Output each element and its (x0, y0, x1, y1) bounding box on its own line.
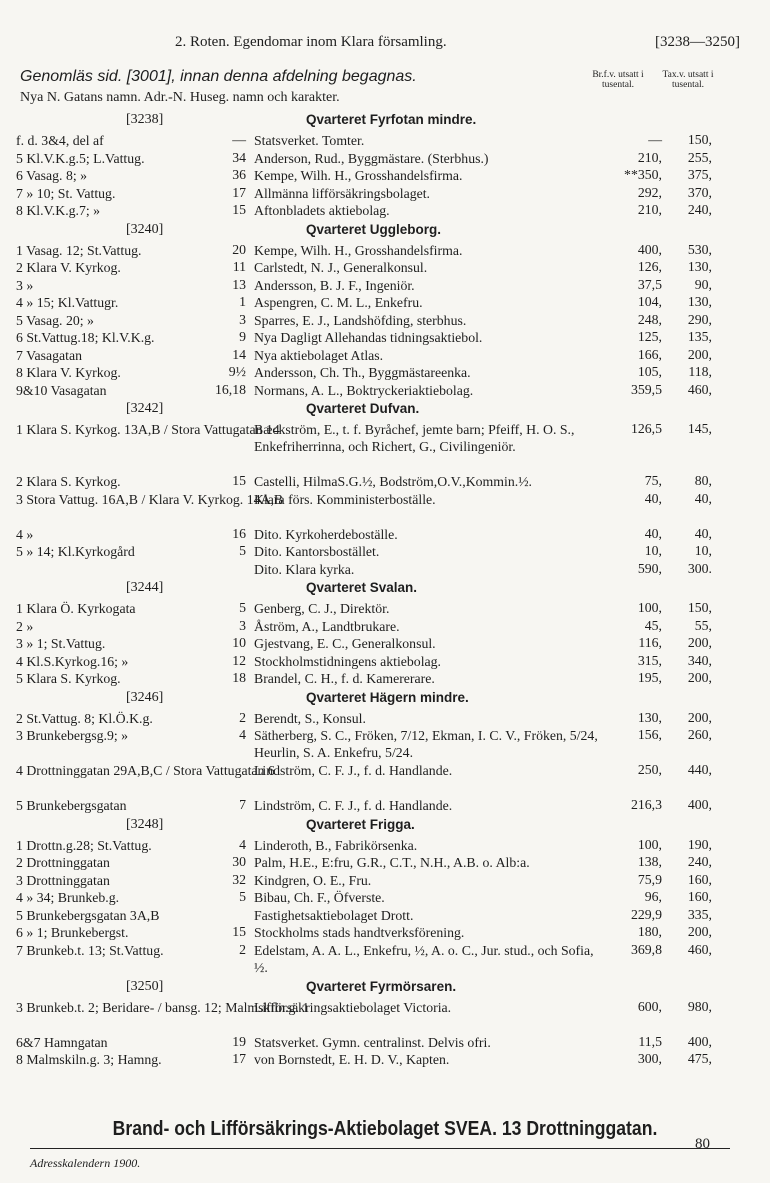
value-brandforsakring: 180, (637, 924, 662, 939)
value-brandforsakring: 210, (637, 149, 662, 165)
value-brandforsakring: 590, (637, 560, 662, 576)
address-number: 4 (239, 727, 246, 742)
property-row (16, 907, 756, 925)
value-taxering: 40, (694, 490, 712, 506)
address: 5 » 14; Kl.Kyrkogård 5 (16, 543, 246, 559)
owner: von Bornstedt, E. H. D. V., Kapten. (254, 1052, 450, 1067)
value-brandforsakring: 166, (637, 346, 662, 362)
value-taxering: 200, (687, 924, 712, 939)
address-number: 10 (232, 635, 246, 650)
value-brandforsakring: 10, (644, 543, 662, 558)
value-taxering: 40, (694, 525, 712, 541)
value-brandforsakring: 126, (637, 259, 662, 274)
value-brandforsakring: 37,5 (637, 276, 662, 292)
quarter-number: [3240] (126, 221, 164, 237)
address: 8 Kl.V.K.g.7; » 15 (16, 202, 246, 218)
address: 8 Klara V. Kyrkog. 9½ (16, 364, 246, 380)
value-taxering: 190, (687, 836, 712, 852)
property-row (16, 837, 756, 855)
property-row (16, 543, 756, 561)
address: 4 » 15; Kl.Vattugr. 1 (16, 294, 246, 310)
quarter-number: [3246] (126, 689, 164, 705)
value-brandforsakring: 369,8 (630, 941, 662, 957)
address-number: 3 (239, 311, 246, 327)
address: 5 Brunkebergsgatan 7 (16, 797, 246, 813)
value-brandforsakring: 216,3 (630, 797, 662, 812)
value-taxering: 200, (687, 346, 712, 362)
owner: Lindström, C. F. J., f. d. Handlande. (254, 798, 453, 813)
owner: Gjestvang, E. C., Generalkonsul. (254, 636, 436, 651)
value-taxering: 130, (687, 294, 712, 309)
quarter-number: [3244] (126, 580, 164, 595)
address-number: 9½ (228, 364, 246, 379)
section-heading (16, 399, 756, 421)
col-head-brandforsakring: Br.f.v. utsatt i tusental. (592, 70, 644, 90)
address-number: — (232, 132, 246, 147)
value-taxering: 260, (687, 727, 712, 742)
quarter-title: Qvarteret Uggleborg. (306, 221, 442, 237)
column-headings: Nya N. Gatans namn. Adr.-N. Huseg. namn och karakter. (20, 90, 340, 105)
address: 4 » 16 (16, 525, 246, 542)
property-row (16, 167, 756, 185)
owner: Kempe, Wilh. H., Grosshandelsfirma. (254, 242, 463, 258)
address-number: 9 (239, 329, 246, 344)
value-brandforsakring: 105, (637, 364, 662, 379)
property-row (16, 491, 756, 526)
value-brandforsakring: 250, (637, 762, 662, 777)
owner: Lifförsäkringsaktiebolaget Victoria. (254, 999, 452, 1015)
property-row (16, 329, 756, 347)
property-row (16, 797, 756, 815)
property-row (16, 242, 756, 260)
property-row (16, 364, 756, 382)
owner: Dito. Kantorsbostället. (254, 544, 380, 559)
section-heading (16, 977, 756, 999)
address: 7 » 10; St. Vattug. 17 (16, 184, 246, 201)
page-number: 80 (695, 1136, 710, 1152)
value-taxering: 118, (688, 364, 712, 379)
property-row (16, 1034, 756, 1052)
property-row (16, 600, 756, 618)
address-number: 30 (232, 854, 246, 869)
address-number: 3 (239, 617, 246, 633)
value-brandforsakring: 195, (637, 670, 662, 685)
section-heading (16, 688, 756, 710)
owner: Dito. Klara kyrka. (254, 561, 355, 577)
value-brandforsakring: 116, (638, 635, 662, 650)
value-taxering: 240, (687, 202, 712, 217)
section-heading (16, 110, 756, 132)
owner: Bibau, Ch. F., Öfverste. (254, 890, 385, 905)
address-number: 2 (239, 941, 246, 957)
property-row (16, 312, 756, 330)
address-number: 5 (239, 600, 246, 615)
value-brandforsakring: 40, (644, 525, 662, 541)
address: 5 Vasag. 20; » 3 (16, 311, 246, 328)
owner: Dito. Kyrkoherdeboställe. (254, 526, 398, 542)
address: 3 » 13 (16, 276, 246, 293)
value-brandforsakring: 96, (644, 889, 662, 904)
address-number: 32 (232, 871, 246, 887)
owner: Sparres, E. J., Landshöfding, sterbhus. (254, 312, 467, 328)
value-brandforsakring: 210, (637, 202, 662, 217)
value-taxering: 10, (694, 543, 712, 558)
address: 2 Drottninggatan 30 (16, 854, 246, 870)
quarter-number: [3250] (126, 978, 164, 994)
owner: Anderson, Rud., Byggmästare. (Sterbhus.) (254, 150, 489, 166)
value-brandforsakring: 315, (637, 652, 662, 668)
usage-note: Genomläs sid. [3001], innan denna afdelning begagnas. (20, 68, 417, 85)
value-taxering: 150, (687, 600, 712, 615)
owner: Aspengren, C. M. L., Enkefru. (254, 295, 423, 310)
address-number: 20 (232, 241, 246, 257)
property-row (16, 421, 756, 473)
address: 1 Drottn.g.28; St.Vattug. 4 (16, 836, 246, 853)
address: 3 Brunkebergsg.9; » 4 (16, 727, 246, 743)
value-taxering: 980, (687, 998, 712, 1014)
owner: Kempe, Wilh. H., Grosshandelsfirma. (254, 168, 463, 183)
address-number: 1 (239, 294, 246, 309)
property-row (16, 185, 756, 203)
address-number: 11 (232, 259, 246, 274)
address-number: 14 (232, 346, 246, 362)
quarter-title: Qvarteret Hägern mindre. (306, 689, 469, 705)
value-brandforsakring: 229,9 (630, 906, 662, 922)
address-number: 17 (232, 1051, 246, 1066)
address: 3 Brunkeb.t. 2; Beridare- / bansg. 12; Malmskiln.g. 1 (16, 999, 310, 1015)
value-taxering: 400, (687, 797, 712, 812)
address: 3 » 1; St.Vattug. 10 (16, 635, 246, 651)
value-brandforsakring: 359,5 (630, 381, 662, 397)
address: 6 St.Vattug.18; Kl.V.K.g. 9 (16, 329, 246, 345)
value-taxering: 150, (687, 132, 712, 147)
address: 5 Klara S. Kyrkog. 18 (16, 670, 246, 686)
value-taxering: 130, (687, 259, 712, 274)
owner: Stockholmstidningens aktiebolag. (254, 653, 442, 669)
property-row (16, 618, 756, 636)
address: 6 Vasag. 8; » 36 (16, 167, 246, 183)
value-brandforsakring: 104, (637, 294, 662, 309)
owner: Berendt, S., Konsul. (254, 710, 366, 726)
value-taxering: 200, (687, 670, 712, 685)
owner: Statsverket. Gymn. centralinst. Delvis ofri. (254, 1034, 491, 1050)
owner: Andersson, Ch. Th., Byggmästareenka. (254, 365, 471, 380)
address: 2 Klara V. Kyrkog. 11 (16, 259, 246, 275)
value-brandforsakring: — (648, 132, 662, 147)
address: 6 » 1; Brunkebergst. 15 (16, 924, 246, 940)
owner: Andersson, B. J. F., Ingeniör. (254, 277, 415, 293)
property-row (16, 202, 756, 220)
address: 4 Kl.S.Kyrkog.16; » 12 (16, 652, 246, 669)
address: 1 Klara Ö. Kyrkogata 5 (16, 600, 246, 616)
property-row (16, 670, 756, 688)
value-taxering: 160, (687, 889, 712, 904)
address: 6&7 Hamngatan 19 (16, 1033, 246, 1050)
value-brandforsakring: 45, (644, 617, 662, 633)
property-row (16, 924, 756, 942)
owner: Castelli, HilmaS.G.½, Bodström,O.V.,Kommin.½. (254, 474, 532, 489)
value-taxering: 530, (687, 241, 712, 257)
property-row (16, 999, 756, 1034)
quarter-title: Qvarteret Frigga. (306, 816, 415, 832)
value-taxering: 460, (687, 381, 712, 397)
quarter-title: Qvarteret Svalan. (306, 580, 418, 595)
address-number: 17 (232, 184, 246, 200)
quarter-number: [3238] (126, 112, 164, 127)
address: 5 Kl.V.K.g.5; L.Vattug. 34 (16, 149, 246, 166)
value-brandforsakring: 11,5 (638, 1033, 662, 1049)
running-header (0, 34, 770, 54)
header-range: [3238—3250] (655, 34, 740, 50)
owner: Stockholms stads handtverksförening. (254, 925, 465, 940)
value-taxering: 335, (687, 906, 712, 922)
value-taxering: 135, (687, 329, 712, 344)
value-taxering: 400, (687, 1033, 712, 1049)
quarter-number: [3242] (126, 401, 164, 416)
address: 1 Vasag. 12; St.Vattug. 20 (16, 241, 246, 258)
property-row (16, 872, 756, 890)
address-number: 16,18 (214, 381, 246, 397)
value-brandforsakring: 126,5 (630, 421, 662, 436)
value-taxering: 200, (687, 709, 712, 725)
address: 4 Drottninggatan 29A,B,C / Stora Vattugatan 6 (16, 763, 275, 778)
owner: Brandel, C. H., f. d. Kamererare. (254, 671, 435, 686)
owner: Edelstam, A. A. L., Enkefru, ½, A. o. C., Jur. stud., och Sofia, ½. (254, 942, 594, 975)
quarter-title: Qvarteret Fyrmörsaren. (306, 978, 457, 994)
address-number: 16 (232, 525, 246, 541)
quarter-number: [3248] (126, 816, 164, 832)
property-row (16, 727, 756, 762)
property-row (16, 277, 756, 295)
owner: Nya Dagligt Allehandas tidningsaktiebol. (254, 330, 483, 345)
value-taxering: 440, (687, 762, 712, 777)
value-taxering: 90, (694, 276, 712, 292)
value-brandforsakring: 292, (637, 184, 662, 200)
header-title: 2. Roten. Egendomar inom Klara församling. (175, 34, 447, 50)
value-taxering: 200, (687, 635, 712, 650)
value-taxering: 255, (687, 149, 712, 165)
property-row (16, 710, 756, 728)
value-brandforsakring: 100, (637, 600, 662, 615)
owner: Nya aktiebolaget Atlas. (254, 347, 384, 363)
value-brandforsakring: 75, (644, 473, 662, 488)
value-brandforsakring: 156, (637, 727, 662, 742)
property-row (16, 132, 756, 150)
address-number: 2 (239, 709, 246, 725)
owner: Statsverket. Tomter. (254, 133, 365, 148)
advertisement: Brand- och Lifförsäkrings-Aktiebolaget SVEA. 13 Drottninggatan. (112, 1118, 658, 1140)
property-row (16, 526, 756, 544)
value-taxering: 240, (687, 854, 712, 869)
address: 5 Brunkebergsgatan 3A,B (16, 907, 160, 923)
address-number: 15 (232, 924, 246, 939)
listing-body (16, 110, 756, 1069)
address: 8 Malmskiln.g. 3; Hamng. 17 (16, 1051, 246, 1067)
value-brandforsakring: 100, (637, 836, 662, 852)
value-brandforsakring: 125, (637, 329, 662, 344)
footer-source: Adresskalendern 1900. (30, 1156, 141, 1170)
address-number: 19 (232, 1033, 246, 1049)
property-row (16, 347, 756, 365)
value-taxering: 290, (687, 311, 712, 327)
owner: Klara förs. Komministerboställe. (254, 491, 436, 507)
property-row (16, 150, 756, 168)
owner: Genberg, C. J., Direktör. (254, 601, 390, 616)
owner: Allmänna lifförsäkringsbolaget. (254, 185, 430, 201)
value-taxering: 160, (687, 871, 712, 887)
owner: Lindström, C. F. J., f. d. Handlande. (254, 763, 453, 778)
property-row (16, 942, 756, 977)
value-taxering: 145, (687, 421, 712, 436)
address: 7 Vasagatan 14 (16, 346, 246, 363)
address: 9&10 Vasagatan 16,18 (16, 381, 246, 398)
property-row (16, 294, 756, 312)
footer-rule (30, 1148, 730, 1149)
col-head-taxering: Tax.v. utsatt i tusental. (662, 70, 714, 90)
property-row (16, 762, 756, 797)
owner: Bæckström, E., t. f. Byråchef, jemte barn; Pfeiff, H. O. S., Enkefriherrinna, och Richert, G., Civilingeniör. (254, 422, 575, 454)
quarter-title: Qvarteret Fyrfotan mindre. (306, 112, 477, 127)
address-number: 36 (232, 167, 246, 182)
property-row (16, 382, 756, 400)
property-row (16, 1051, 756, 1069)
owner: Sätherberg, S. C., Fröken, 7/12, Ekman, I. C. V., Fröken, 5/24, Heurlin, S. A. Enkefru, 5/24. (254, 728, 598, 760)
value-taxering: 340, (687, 652, 712, 668)
address: 7 Brunkeb.t. 13; St.Vattug. 2 (16, 941, 246, 958)
owner: Aftonbladets aktiebolag. (254, 203, 390, 218)
address: 2 » 3 (16, 617, 246, 634)
value-taxering: 370, (687, 184, 712, 200)
address: 1 Klara S. Kyrkog. 13A,B / Stora Vattugatan 14 (16, 422, 280, 437)
property-row (16, 854, 756, 872)
address-number: 7 (239, 797, 246, 812)
property-row (16, 653, 756, 671)
section-heading (16, 815, 756, 837)
owner: Palm, H.E., E:fru, G.R., C.T., N.H., A.B. o. Alb:a. (254, 855, 530, 870)
address: 2 St.Vattug. 8; Kl.Ö.K.g. 2 (16, 709, 246, 726)
property-row (16, 473, 756, 491)
value-brandforsakring: 138, (637, 854, 662, 869)
value-brandforsakring: 130, (637, 709, 662, 725)
value-brandforsakring: 400, (637, 241, 662, 257)
value-brandforsakring: 300, (637, 1051, 662, 1066)
section-heading (16, 578, 756, 600)
address-number: 5 (239, 543, 246, 558)
address-number: 34 (232, 149, 246, 165)
owner: Fastighetsaktiebolaget Drott. (254, 907, 414, 923)
address: 3 Stora Vattug. 16A,B / Klara V. Kyrkog. 14A,B (16, 491, 284, 507)
property-row (16, 635, 756, 653)
property-row (16, 889, 756, 907)
property-row (16, 561, 756, 579)
address-number: 18 (232, 670, 246, 685)
address-number: 12 (232, 652, 246, 668)
owner: Normans, A. L., Boktryckeriaktiebolag. (254, 382, 474, 398)
address-number: 5 (239, 889, 246, 904)
section-heading (16, 220, 756, 242)
property-row (16, 259, 756, 277)
owner: Linderoth, B., Fabrikörsenka. (254, 837, 418, 853)
value-taxering: 80, (694, 473, 712, 488)
value-taxering: 300. (687, 560, 712, 576)
address-number: 15 (232, 473, 246, 488)
address: 2 Klara S. Kyrkog. 15 (16, 473, 246, 489)
quarter-title: Qvarteret Dufvan. (306, 401, 420, 416)
value-taxering: 375, (687, 167, 712, 182)
value-brandforsakring: 75,9 (637, 871, 662, 887)
value-brandforsakring: **350, (624, 167, 662, 182)
address-number: 4 (239, 836, 246, 852)
address: 4 » 34; Brunkeb.g. 5 (16, 889, 246, 905)
address-number: 15 (232, 202, 246, 217)
value-brandforsakring: 248, (637, 311, 662, 327)
owner: Åström, A., Landtbrukare. (254, 618, 400, 634)
address-number: 13 (232, 276, 246, 292)
value-taxering: 475, (687, 1051, 712, 1066)
address: f. d. 3&4, del af — (16, 132, 246, 148)
value-taxering: 55, (694, 617, 712, 633)
value-brandforsakring: 600, (637, 998, 662, 1014)
address: 3 Drottninggatan 32 (16, 871, 246, 888)
owner: Carlstedt, N. J., Generalkonsul. (254, 260, 428, 275)
value-taxering: 460, (687, 941, 712, 957)
value-brandforsakring: 40, (644, 490, 662, 506)
owner: Kindgren, O. E., Fru. (254, 872, 372, 888)
